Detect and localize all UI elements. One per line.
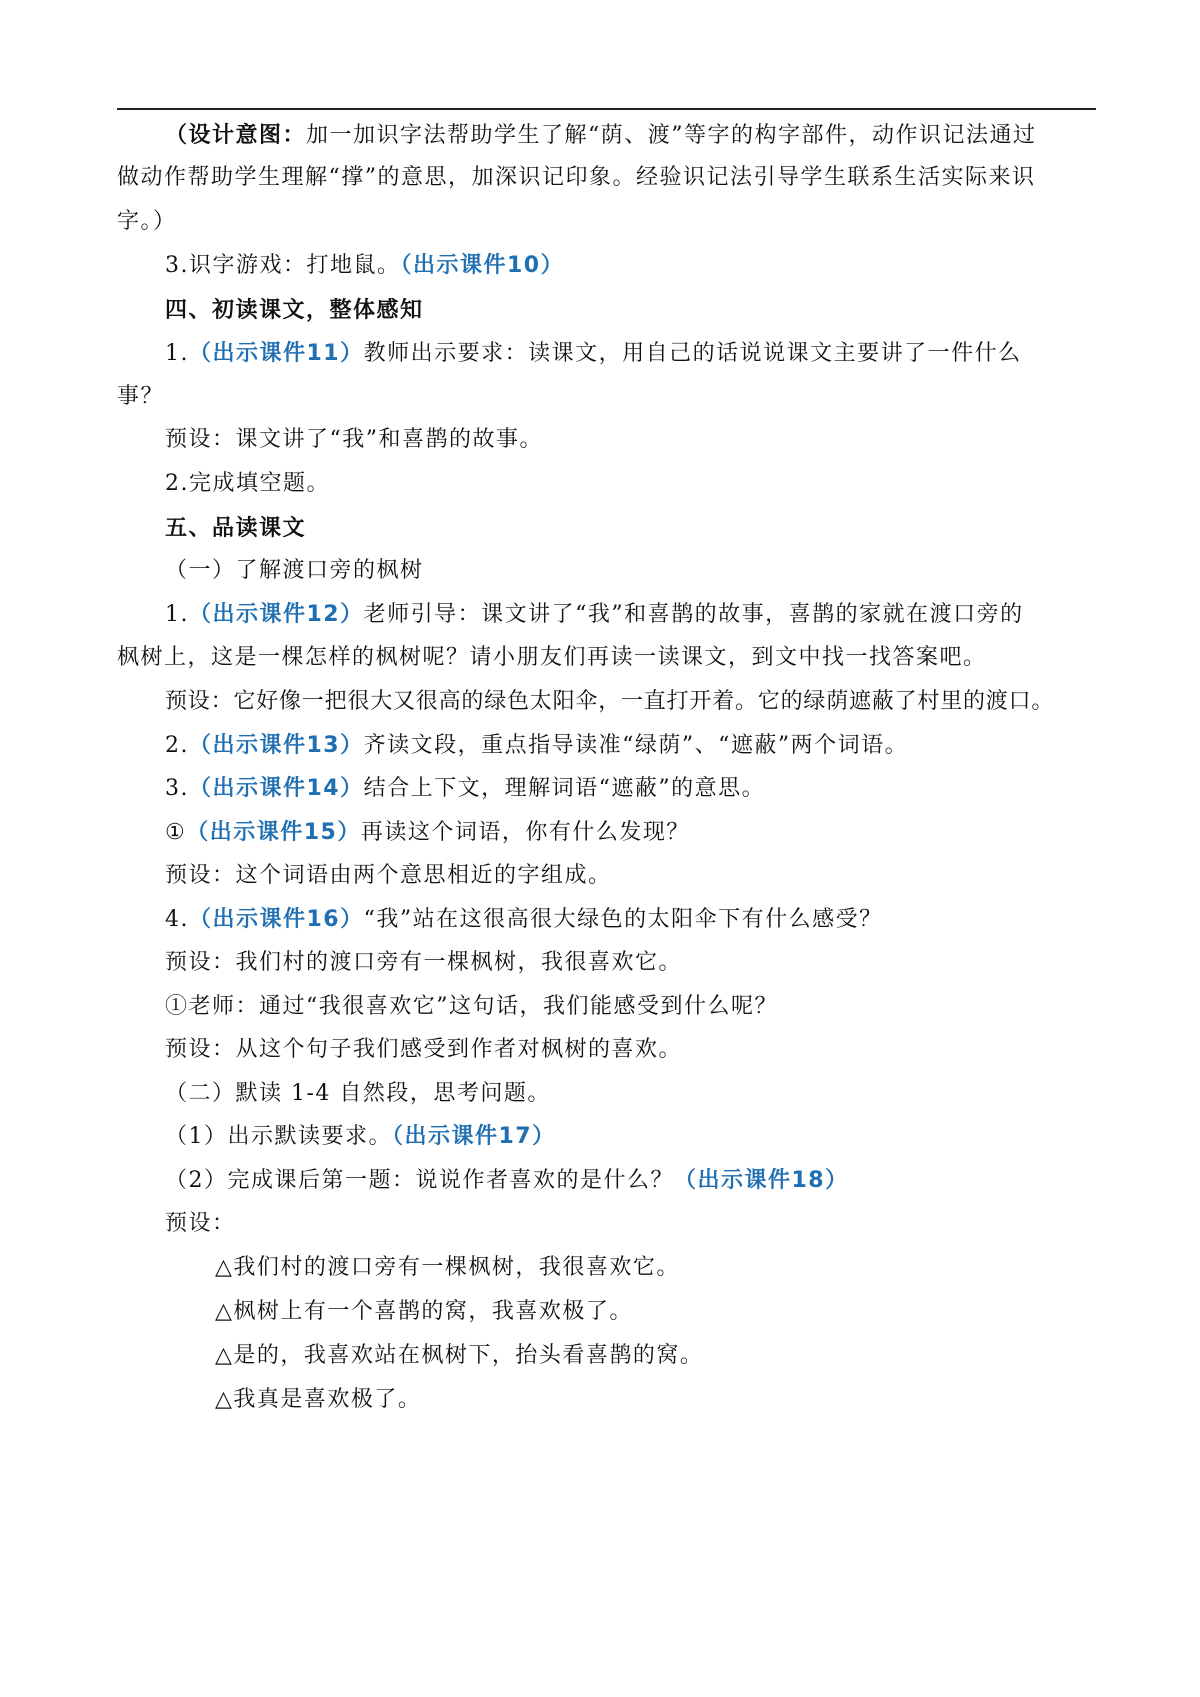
step-5-4: 4.（出示课件16）“我”站在这很高很大绿色的太阳伞下有什么感受？ [165, 907, 883, 932]
courseware-ref: （出示课件16） [189, 907, 364, 932]
section-heading-5: 五、品读课文 [165, 515, 307, 541]
courseware-ref: （出示课件13） [189, 733, 364, 758]
preset-3: 预设：这个词语由两个意思相近的字组成。 [165, 863, 612, 888]
question-2: （2）完成课后第一题：说说作者喜欢的是什么？（出示课件18） [165, 1168, 849, 1193]
circled-1: ①（出示课件15）再读这个词语，你有什么发现？ [165, 820, 690, 845]
courseware-ref: （出示课件18） [674, 1168, 849, 1193]
courseware-ref: （出示课件12） [189, 602, 364, 627]
header-rule [117, 108, 1096, 110]
section-heading-4: 四、初读课文，整体感知 [165, 297, 424, 323]
circled-2: ①老师：通过“我很喜欢它”这句话，我们能感受到什么呢？ [165, 994, 778, 1019]
design-intent-line-3: 字。） [117, 209, 177, 234]
design-intent-line-1: （设计意图：加一加识字法帮助学生了解“荫、渡”等字的构字部件，动作识记法通过 [165, 122, 1037, 148]
preset-4: 预设：我们村的渡口旁有一棵枫树，我很喜欢它。 [165, 950, 683, 975]
courseware-ref: （出示课件11） [189, 341, 364, 366]
step-4-1-line-2: 事？ [117, 384, 165, 409]
courseware-ref: （出示课件10） [400, 253, 565, 278]
triangle-item: △我真是喜欢极了。 [215, 1387, 422, 1412]
step-5-1-line-2: 枫树上，这是一棵怎样的枫树呢？请小朋友们再读一读课文，到文中找一找答案吧。 [117, 645, 987, 670]
preset-2: 预设：它好像一把很大又很高的绿色太阳伞，一直打开着。它的绿荫遮蔽了村里的渡口。 [165, 689, 1055, 714]
design-intent-label: （设计意图： [165, 122, 307, 148]
question-1: （1）出示默读要求。（出示课件17） [165, 1124, 556, 1149]
subsection-2: （二）默读 1-4 自然段，思考问题。 [165, 1081, 551, 1106]
courseware-ref: （出示课件15） [186, 820, 361, 845]
triangle-item: △我们村的渡口旁有一棵枫树，我很喜欢它。 [215, 1255, 680, 1280]
triangle-item: △枫树上有一个喜鹊的窝，我喜欢极了。 [215, 1299, 633, 1324]
step-5-1-line-1: 1.（出示课件12）老师引导：课文讲了“我”和喜鹊的故事，喜鹊的家就在渡口旁的 [165, 602, 1024, 627]
step-5-2: 2.（出示课件13）齐读文段，重点指导读准“绿荫”、“遮蔽”两个词语。 [165, 733, 909, 758]
courseware-ref: （出示课件17） [392, 1124, 556, 1149]
step-4-2: 2.完成填空题。 [165, 471, 330, 496]
courseware-ref: （出示课件14） [189, 776, 364, 801]
subsection-1: （一）了解渡口旁的枫树 [165, 558, 424, 583]
preset-5: 预设：从这个句子我们感受到作者对枫树的喜欢。 [165, 1037, 683, 1062]
preset-6: 预设： [165, 1211, 236, 1236]
triangle-item: △是的，我喜欢站在枫树下，抬头看喜鹊的窝。 [215, 1343, 704, 1368]
step-4-1-line-1: 1.（出示课件11）教师出示要求：读课文，用自己的话说说课文主要讲了一件什么 [165, 341, 1022, 366]
step-3: 3.识字游戏：打地鼠。（出示课件10） [165, 253, 565, 278]
design-intent-line-2: 做动作帮助学生理解“撑”的意思，加深识记印象。经验识记法引导学生联系生活实际来识 [117, 165, 1036, 190]
preset-1: 预设：课文讲了“我”和喜鹊的故事。 [165, 427, 543, 452]
step-5-3: 3.（出示课件14）结合上下文，理解词语“遮蔽”的意思。 [165, 776, 766, 801]
